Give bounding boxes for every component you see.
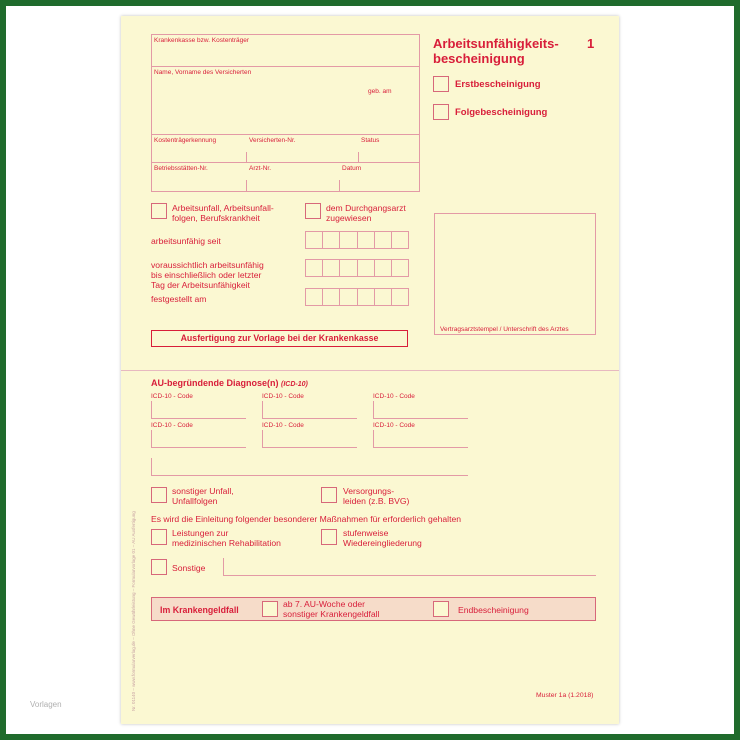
- icd-code-label: ICD-10 - Code: [151, 393, 193, 400]
- reha-checkbox[interactable]: [151, 529, 167, 545]
- icd-code-field[interactable]: [373, 430, 468, 448]
- ab-7-woche-label: ab 7. AU-Woche oder sonstiger Krankengeldfall: [283, 599, 380, 619]
- ausfertigung-banner: Ausfertigung zur Vorlage bei der Krankenkasse: [151, 330, 408, 347]
- icd-code-field[interactable]: [262, 430, 357, 448]
- datum-label: Datum: [342, 165, 362, 172]
- sonstige-checkbox[interactable]: [151, 559, 167, 575]
- sonstige-label: Sonstige: [172, 563, 206, 573]
- divider: [151, 162, 420, 163]
- endbescheinigung-label: Endbescheinigung: [458, 605, 529, 615]
- icd-code-label: ICD-10 - Code: [373, 422, 415, 429]
- sonstiger-unfall-checkbox[interactable]: [151, 487, 167, 503]
- copy-number: 1: [587, 36, 595, 51]
- form-title-line1: Arbeitsunfähigkeits-: [433, 36, 559, 51]
- reha-label: Leistungen zur medizinischen Rehabilitation: [172, 528, 281, 548]
- betriebsstaette-label: Betriebsstätten-Nr.: [154, 165, 208, 172]
- endbescheinigung-checkbox[interactable]: [433, 601, 449, 617]
- kostentraeger-label: Kostenträgerkennung: [154, 137, 217, 144]
- muster-label: Muster 1a (1.2018): [536, 692, 594, 699]
- sonstige-field[interactable]: [223, 558, 596, 576]
- icd-code-label: ICD-10 - Code: [262, 422, 304, 429]
- divider: [246, 180, 247, 192]
- folgebescheinigung-label: Folgebescheinigung: [455, 107, 548, 118]
- icd-code-label: ICD-10 - Code: [262, 393, 304, 400]
- stamp-label: Vertragsarztstempel / Unterschrift des Arztes: [440, 326, 569, 333]
- festgestellt-label: festgestellt am: [151, 294, 207, 304]
- massnahmen-label: Es wird die Einleitung folgender besonderer Maßnahmen für erforderlich gehalten: [151, 514, 462, 524]
- diagnose-title: [151, 378, 308, 388]
- krankenkasse-label: Krankenkasse bzw. Kostenträger: [154, 37, 250, 44]
- arbeitsunfaehig-seit-field[interactable]: [305, 231, 409, 249]
- icd-code-label: ICD-10 - Code: [373, 393, 415, 400]
- diagnose-title-text: AU-begründende Diagnose(n): [151, 378, 279, 388]
- divider: [246, 152, 247, 162]
- watermark: Vorlagen: [30, 700, 62, 709]
- durchgangsarzt-checkbox[interactable]: [305, 203, 321, 219]
- versorgungsleiden-label: Versorgungs- leiden (z.B. BVG): [343, 486, 410, 506]
- diagnose-suffix: (ICD-10): [281, 381, 308, 388]
- status-label: Status: [361, 137, 380, 144]
- geb-label: geb. am: [368, 88, 392, 95]
- stufenweise-label: stufenweise Wiedereingliederung: [343, 528, 422, 548]
- section-divider: [121, 370, 619, 371]
- voraussichtlich-field[interactable]: [305, 259, 409, 277]
- erstbescheinigung-label: Erstbescheinigung: [455, 79, 541, 90]
- erstbescheinigung-checkbox[interactable]: [433, 76, 449, 92]
- au-form-sheet: [121, 16, 619, 724]
- versicherten-nr-label: Versicherten-Nr.: [249, 137, 296, 144]
- diagnose-freetext-field[interactable]: [151, 458, 468, 476]
- ab-7-woche-checkbox[interactable]: [262, 601, 278, 617]
- form-title-line2: bescheinigung: [433, 51, 525, 66]
- name-label: Name, Vorname des Versicherten: [154, 69, 252, 76]
- icd-code-field[interactable]: [151, 401, 246, 419]
- arzt-nr-label: Arzt-Nr.: [249, 165, 272, 172]
- krankengeldfall-label: Im Krankengeldfall: [160, 605, 239, 615]
- icd-code-field[interactable]: [373, 401, 468, 419]
- divider: [151, 134, 420, 135]
- festgestellt-field[interactable]: [305, 288, 409, 306]
- icd-code-field[interactable]: [262, 401, 357, 419]
- sonstiger-unfall-label: sonstiger Unfall, Unfallfolgen: [172, 486, 234, 506]
- divider: [358, 152, 359, 162]
- durchgangsarzt-label: dem Durchgangsarzt zugewiesen: [326, 203, 406, 223]
- folgebescheinigung-checkbox[interactable]: [433, 104, 449, 120]
- stamp-signature-box[interactable]: [434, 213, 596, 335]
- versorgungsleiden-checkbox[interactable]: [321, 487, 337, 503]
- stufenweise-checkbox[interactable]: [321, 529, 337, 545]
- icd-code-label: ICD-10 - Code: [151, 422, 193, 429]
- arbeitsunfaehig-seit-label: arbeitsunfähig seit: [151, 236, 221, 246]
- icd-code-field[interactable]: [151, 430, 246, 448]
- divider: [339, 180, 340, 192]
- voraussichtlich-label: voraussichtlich arbeitsunfähig bis einschließlich oder letzter Tag der Arbeitsunfähigkeit: [151, 260, 264, 290]
- arbeitsunfall-label: Arbeitsunfall, Arbeitsunfall- folgen, Berufskrankheit: [172, 203, 274, 223]
- divider: [151, 66, 420, 67]
- arbeitsunfall-checkbox[interactable]: [151, 203, 167, 219]
- side-print-text: Nr. 01140 – www.formularverlag.de – Ohne Gewährleistung – Formularvorlage 01 – AU Ausfertigung: [131, 511, 136, 711]
